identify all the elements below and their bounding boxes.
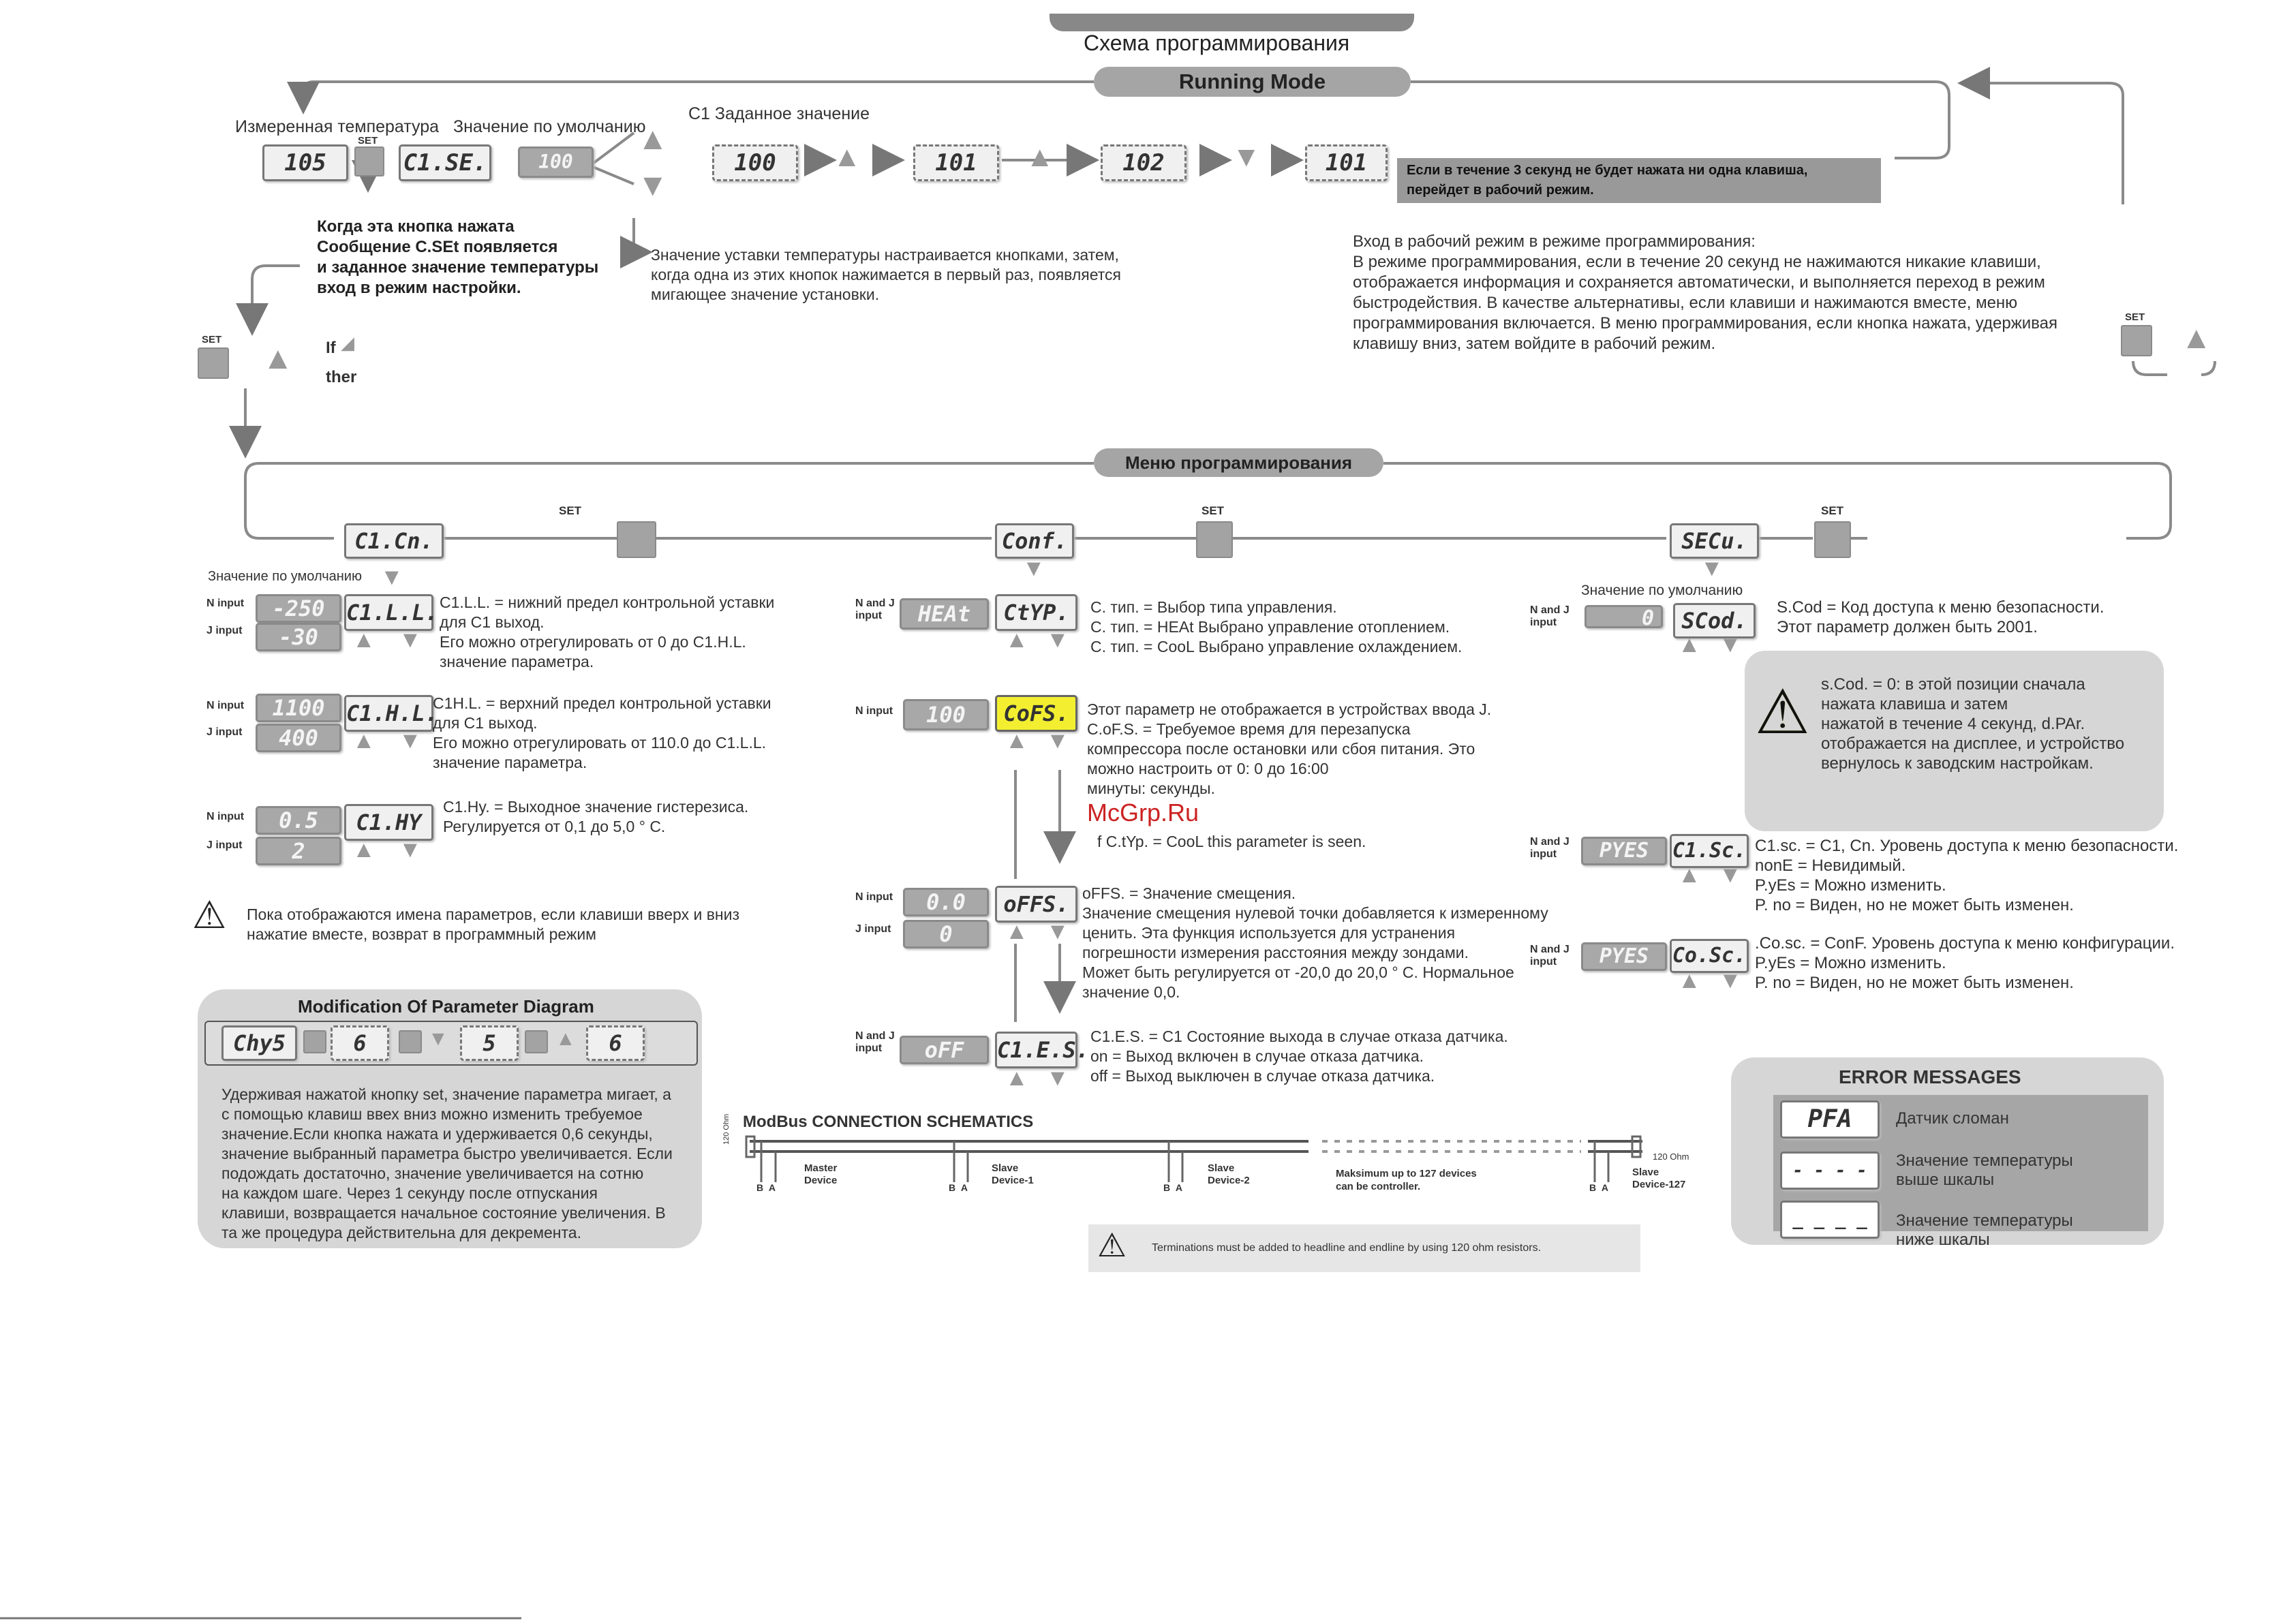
display-blink-101: 101 <box>913 144 999 181</box>
up-arrow-icon[interactable]: ▲ <box>1678 968 1701 993</box>
prog-menu-pill: Меню программирования <box>1094 448 1383 477</box>
modification-text-line: клавиши, возвращается начальное состояние увеличения. В <box>221 1204 666 1222</box>
down-arrow-icon[interactable]: ▼ <box>1046 728 1069 754</box>
set-note-line: и заданное значение температуры <box>317 258 599 277</box>
display-blink-100: 100 <box>712 144 798 181</box>
device-slave1: Slave Device-1 <box>992 1162 1034 1186</box>
down-arrow-icon[interactable]: ▼ <box>1046 1065 1069 1091</box>
cosc-text-line: P.yEs = Можно изменить. <box>1755 954 1946 972</box>
keys-warning-line: нажатие вместе, возврат в программный режим <box>247 925 596 943</box>
up-arrow-icon[interactable]: ▲ <box>1678 632 1701 658</box>
c1sc-text <box>1755 836 2178 915</box>
set-label: SET <box>202 334 222 345</box>
device-master: Master Device <box>804 1162 838 1186</box>
set-button[interactable] <box>354 146 384 176</box>
j-input-label: J input <box>206 625 243 636</box>
default-label-secu: Значение по умолчанию <box>1581 583 1743 598</box>
error-code-over: - - - - <box>1780 1151 1880 1190</box>
cosc-text-line: P. no = Виден, но не может быть изменен. <box>1755 974 2074 992</box>
watermark: McGrp.Ru <box>1087 799 1199 826</box>
up-arrow-icon: ◢ <box>341 333 354 353</box>
up-arrow-icon[interactable]: ▲ <box>352 627 376 653</box>
default-label-c1: Значение по умолчанию <box>208 569 362 584</box>
down-arrow-icon[interactable]: ▼ <box>1046 627 1069 653</box>
prog-entry-line: Вход в рабочий режим в режиме программирования: <box>1353 232 1756 251</box>
cll-n-value: -250 <box>256 594 341 623</box>
up-arrow-icon[interactable]: ▲ <box>1678 862 1701 888</box>
error-text-line: ниже шкалы <box>1896 1231 1990 1249</box>
modification-text-line: значение.Если кнопка нажата и удерживается 0,6 секунды, <box>221 1125 653 1143</box>
cll-text <box>440 593 774 672</box>
up-arrow-icon[interactable]: ▲ <box>262 340 294 375</box>
modification-text <box>221 1085 673 1243</box>
chl-text <box>433 694 771 773</box>
terminator-right: 120 Ohm <box>1653 1151 1689 1162</box>
ctyp-text-line: C. тип. = CooL Выбрано управление охлаждением. <box>1090 638 1463 655</box>
ctyp-value: HEAt <box>900 598 989 630</box>
note-3s-line: перейдет в рабочий режим. <box>1407 183 1594 198</box>
offs-text-line: oFFS. = Значение смещения. <box>1082 884 1296 902</box>
default-label: Значение по умолчанию <box>453 117 646 136</box>
up-arrow-icon: ▲ <box>833 140 861 172</box>
scod-warning-line: нажатой в течение 4 секунд, d.PAr. <box>1821 715 2085 733</box>
error-title: ERROR MESSAGES <box>1839 1066 2021 1087</box>
set-button[interactable] <box>525 1030 548 1053</box>
warning-icon: ⚠ <box>1097 1228 1127 1264</box>
n-input-label: N input <box>206 598 245 609</box>
cll-text-line: значение параметра. <box>440 653 594 670</box>
cll-text-line: C1.L.L. = нижний предел контрольной уставки <box>440 593 775 611</box>
warning-icon: ⚠ <box>192 893 227 936</box>
j-input-label: J input <box>206 839 243 851</box>
display-c1se: C1.SE. <box>399 144 491 181</box>
error-code-under: _ _ _ _ <box>1780 1201 1880 1239</box>
down-arrow-icon[interactable]: ▼ <box>1719 862 1742 888</box>
menu-conf[interactable]: Conf. <box>995 523 1074 559</box>
c1sc-text-line: C1.sc. = C1, Cn. Уровень доступа к меню безопасности. <box>1755 837 2179 855</box>
set-button[interactable] <box>399 1030 422 1053</box>
offs-text-line: ценить. Эта функция используется для устранения <box>1082 924 1456 942</box>
set-label: SET <box>358 135 378 146</box>
ces-text-line: off = Выход выключен в случае отказа датчика. <box>1090 1067 1435 1085</box>
set-note-line: Сообщение C.SEt появляется <box>317 238 558 256</box>
display-default: 100 <box>518 146 594 178</box>
down-arrow-icon: ▼ <box>1232 140 1261 172</box>
down-arrow-icon: ▼ <box>380 564 403 590</box>
n-input-label: N input <box>206 811 245 822</box>
prog-entry-note <box>1353 232 2057 354</box>
offs-text-line: Может быть регулируется от -20,0 до 20,0 ° C. Нормальное <box>1082 963 1514 981</box>
up-arrow-icon[interactable]: ▲ <box>352 837 376 863</box>
offs-text <box>1082 884 1548 1002</box>
c1-setpoint-label: C1 Заданное значение <box>688 104 870 123</box>
modification-text-line: на каждом шаге. Через 1 секунду после отпускания <box>221 1184 598 1202</box>
prog-entry-line: отображается информация и сохраняется автоматически, и выполняется переход в режим <box>1353 273 2045 292</box>
cofs-text-line: минуты: секунды. <box>1087 779 1215 797</box>
ces-text-line: C1.E.S. = C1 Состояние выхода в случае отказа датчика. <box>1090 1027 1508 1045</box>
set-button[interactable] <box>198 347 229 379</box>
scod-code[interactable]: SCod. <box>1673 603 1756 638</box>
prog-entry-line: программирования включается. В меню программирования, если кнопка нажата, удерживая <box>1353 314 2057 333</box>
chy-text <box>443 797 748 837</box>
set-label: SET <box>2125 311 2145 323</box>
scod-value: 0 <box>1585 605 1663 628</box>
error-text <box>1896 1151 2073 1190</box>
set-label: SET <box>1821 504 1844 517</box>
offs-text-line: Значение смещения нулевой точки добавляется к измеренному <box>1082 904 1548 922</box>
chy-text-line: Регулируется от 0,1 до 5,0 ° C. <box>443 818 666 835</box>
max-note-line: can be controller. <box>1336 1181 1421 1192</box>
note-3s <box>1397 158 1881 203</box>
running-mode-pill: Running Mode <box>1094 67 1411 97</box>
cofs-text-line: можно настроить от 0: 0 до 16:00 <box>1087 760 1329 777</box>
ctyp-code[interactable]: CtYP. <box>995 594 1077 631</box>
scod-text-line: S.Cod = Код доступа к меню безопасности. <box>1777 598 2104 617</box>
offs-text-line: значение 0,0. <box>1082 983 1180 1001</box>
n-input-label: N input <box>855 891 893 903</box>
ces-text <box>1090 1027 1508 1086</box>
nj-input-label: N and J input <box>1530 836 1570 860</box>
ces-text-line: on = Выход включен в случае отказа датчика. <box>1090 1047 1424 1065</box>
scod-text-line: Этот параметр должен быть 2001. <box>1777 618 2038 636</box>
prog-entry-line: клавишу вниз, затем войдите в рабочий режим. <box>1353 335 1716 353</box>
up-arrow-icon[interactable]: ▲ <box>1005 1065 1028 1091</box>
cosc-value: PYES <box>1581 942 1667 971</box>
up-arrow-icon: ▲ <box>1026 140 1054 172</box>
scod-warning-text <box>1821 675 2124 773</box>
chl-text-line: C1H.L. = верхний предел контрольной уставки <box>433 694 771 712</box>
cll-code[interactable]: C1.L.L. <box>344 594 433 631</box>
ces-value: oFF <box>900 1036 989 1064</box>
c1sc-text-line: P. no = Виден, но не может быть изменен. <box>1755 896 2074 914</box>
nj-input-label: N and J input <box>1530 944 1570 968</box>
down-arrow-icon[interactable]: ▼ <box>399 627 422 653</box>
error-text-line: Значение температуры <box>1896 1151 2073 1170</box>
modification-text-line: та же процедура действительна для декремента. <box>221 1224 581 1241</box>
down-arrow-icon[interactable]: ▼ <box>1719 632 1742 658</box>
modification-text-line: с помощью клавиш ввех вниз можно изменить требуемое <box>221 1105 643 1123</box>
device-slave2: Slave Device-2 <box>1208 1162 1250 1186</box>
cut-text: ther <box>326 368 357 386</box>
set-button[interactable] <box>303 1030 326 1053</box>
scod-text <box>1777 598 2104 637</box>
header-tab <box>1050 14 1414 31</box>
device-slave127: Slave Device-127 <box>1632 1166 1686 1190</box>
modification-text-line: Удерживая нажатой кнопку set, значение параметра мигает, а <box>221 1085 671 1103</box>
mod-display-5: 5 <box>460 1025 519 1061</box>
scod-warning-line: отображается на дисплее, и устройство <box>1821 735 2125 753</box>
nj-input-label: N and J input <box>855 1030 895 1054</box>
down-arrow-icon: ▼ <box>1700 555 1724 581</box>
keys-warning-line: Пока отображаются имена параметров, если клавиши вверх и вниз <box>247 906 740 923</box>
nj-input-label: N and J input <box>855 598 895 621</box>
chl-text-line: для C1 выход. <box>433 714 538 732</box>
ctyp-note: f C.tYp. = CooL this parameter is seen. <box>1097 833 1366 850</box>
ces-code[interactable]: C1.E.S. <box>995 1032 1077 1068</box>
max-note-line: Maksimum up to 127 devices <box>1336 1168 1477 1179</box>
down-arrow-icon[interactable]: ▼ <box>1719 968 1742 993</box>
modification-text-line: значение выбранный параметра быстро увеличивается. Если <box>221 1145 673 1162</box>
device-slave1-pins: B A <box>949 1182 968 1193</box>
prog-entry-line: В режиме программирования, если в течение 20 секунд не нажимаются никакие клавиши, <box>1353 253 2041 271</box>
c1sc-code[interactable]: C1.Sc. <box>1670 834 1749 868</box>
chy-code[interactable]: C1.HY <box>344 804 433 841</box>
up-arrow-icon[interactable]: ▲ <box>637 121 669 156</box>
cll-text-line: Его можно отрегулировать от 0 до C1.H.L. <box>440 633 746 651</box>
c1sc-text-line: P.yEs = Можно изменить. <box>1755 876 1946 895</box>
error-text-line: выше шкалы <box>1896 1171 1995 1189</box>
cosc-text-line: .Co.sc. = ConF. Уровень доступа к меню конфигурации. <box>1755 934 2175 953</box>
up-arrow-icon[interactable]: ▲ <box>352 728 376 754</box>
modification-text-line: подождать достаточно, значение увеличивается на сотню <box>221 1164 644 1182</box>
chy-text-line: C1.Hy. = Выходное значение гистерезиса. <box>443 798 749 816</box>
ctyp-text-line: C. тип. = HEAt Выбрано управление отоплением. <box>1090 618 1450 636</box>
cofs-code[interactable]: CoFS. <box>995 695 1077 732</box>
up-arrow-icon[interactable]: ▲ <box>1005 918 1028 944</box>
ctyp-text <box>1090 598 1462 657</box>
display-blink-102: 102 <box>1101 144 1187 181</box>
measured-label: Измеренная температура <box>235 117 440 136</box>
display-measured: 105 <box>262 144 348 181</box>
error-text: Датчик сломан <box>1896 1109 2009 1128</box>
set-button[interactable] <box>617 521 656 558</box>
nj-input-label: N and J input <box>1530 604 1570 628</box>
j-input-label: J input <box>206 726 243 738</box>
cofs-text-line: Этот параметр не отображается в устройствах ввода J. <box>1087 700 1492 718</box>
offs-n-value: 0.0 <box>903 888 989 916</box>
chy-j-value: 2 <box>256 837 341 865</box>
arrows-note-line: когда одна из этих кнопок нажимается в первый раз, появляется <box>651 266 1121 283</box>
cofs-text <box>1087 700 1491 799</box>
scod-warning-line: вернулось к заводским настройкам. <box>1821 754 2094 773</box>
down-arrow-icon: ▼ <box>428 1027 448 1050</box>
menu-c1cn[interactable]: C1.Cn. <box>344 523 444 559</box>
device-master-pins: B A <box>756 1182 776 1193</box>
warning-icon: ⚠ <box>1755 679 1810 747</box>
set-note <box>317 217 598 298</box>
chl-text-line: значение параметра. <box>433 754 587 771</box>
set-label: SET <box>559 504 582 517</box>
c1sc-text-line: nonE = Невидимый. <box>1755 856 1906 875</box>
error-text-line: Значение температуры <box>1896 1211 2073 1230</box>
keys-warning <box>247 905 739 944</box>
arrows-note-line: мигающее значение установки. <box>651 285 880 303</box>
j-input-label: J input <box>855 923 891 935</box>
up-arrow-icon[interactable]: ▲ <box>1005 627 1028 653</box>
menu-secu[interactable]: SECu. <box>1670 523 1759 559</box>
down-arrow-icon[interactable]: ▼ <box>399 728 422 754</box>
device-slave127-pins: B A <box>1589 1182 1608 1193</box>
offs-text-line: погрешности измерения расстояния между зондами. <box>1082 944 1469 961</box>
arrows-note <box>651 245 1121 305</box>
mod-display-6b: 6 <box>586 1025 645 1061</box>
down-arrow-icon: ▼ <box>1022 555 1045 581</box>
chl-j-value: 400 <box>256 724 341 752</box>
cosc-code[interactable]: Co.Sc. <box>1670 939 1749 973</box>
set-button[interactable] <box>1814 521 1851 558</box>
up-arrow-icon[interactable]: ▲ <box>2181 320 2212 355</box>
prog-entry-line: быстродействия. В качестве альтернативы, если клавиши и нажимаются вместе, меню <box>1353 294 2018 312</box>
display-blink-101b: 101 <box>1305 144 1388 181</box>
up-arrow-icon[interactable]: ▲ <box>1005 728 1028 754</box>
n-input-label: N input <box>855 705 893 717</box>
c1sc-value: PYES <box>1581 837 1667 865</box>
down-arrow-icon[interactable]: ▼ <box>1046 918 1069 944</box>
max-devices-note <box>1336 1167 1477 1193</box>
cofs-text-line: C.oF.S. = Требуемое время для перезапуска <box>1087 720 1411 738</box>
set-note-line: вход в режим настройки. <box>317 279 521 297</box>
cll-text-line: для С1 выход. <box>440 613 545 631</box>
down-arrow-icon[interactable]: ▼ <box>637 167 669 202</box>
set-button[interactable] <box>1196 521 1233 558</box>
chl-text-line: Его можно отрегулировать от 110.0 до C1.L.L. <box>433 734 767 752</box>
scheme-title: Схема программирования <box>1084 31 1350 55</box>
scod-warning-line: нажата клавиша и затем <box>1821 695 2008 713</box>
cofs-value: 100 <box>903 699 989 730</box>
error-code-pfa: PFA <box>1780 1100 1880 1139</box>
scod-warning-line: s.Cod. = 0: в этой позиции сначала <box>1821 675 2085 694</box>
terminator-left: 120 Ohm <box>722 1113 731 1145</box>
error-text <box>1896 1211 2073 1250</box>
n-input-label: N input <box>206 700 245 711</box>
mod-display-chys: Chy5 <box>221 1025 297 1061</box>
termination-note: Terminations must be added to headline and endline by using 120 ohm resistors. <box>1152 1242 1542 1254</box>
set-label: SET <box>1201 504 1225 517</box>
offs-code[interactable]: oFFS. <box>995 886 1077 923</box>
mod-display-6: 6 <box>331 1025 389 1061</box>
chl-code[interactable]: C1.H.L. <box>344 695 433 732</box>
offs-j-value: 0 <box>903 920 989 948</box>
set-button[interactable] <box>2121 325 2152 356</box>
modification-title: Modification Of Parameter Diagram <box>298 996 594 1017</box>
note-3s-line: Если в течение 3 секунд не будет нажата ни одна клавиша, <box>1407 163 1808 178</box>
modbus-title: ModBus CONNECTION SCHEMATICS <box>743 1113 1034 1131</box>
down-arrow-icon[interactable]: ▼ <box>399 837 422 863</box>
up-arrow-icon: ▲ <box>555 1027 576 1050</box>
cll-j-value: -30 <box>256 623 341 651</box>
chy-n-value: 0.5 <box>256 806 341 835</box>
device-slave2-pins: B A <box>1163 1182 1182 1193</box>
chl-n-value: 1100 <box>256 694 341 722</box>
arrows-note-line: Значение уставки температуры настраивается кнопками, затем, <box>651 246 1119 264</box>
cut-text: If <box>326 339 336 357</box>
set-note-line: Когда эта кнопка нажата <box>317 217 515 236</box>
cofs-text-line: компрессора после остановки или сбоя питания. Это <box>1087 740 1475 758</box>
cosc-text <box>1755 933 2175 993</box>
ctyp-text-line: C. тип. = Выбор типа управления. <box>1090 598 1337 616</box>
